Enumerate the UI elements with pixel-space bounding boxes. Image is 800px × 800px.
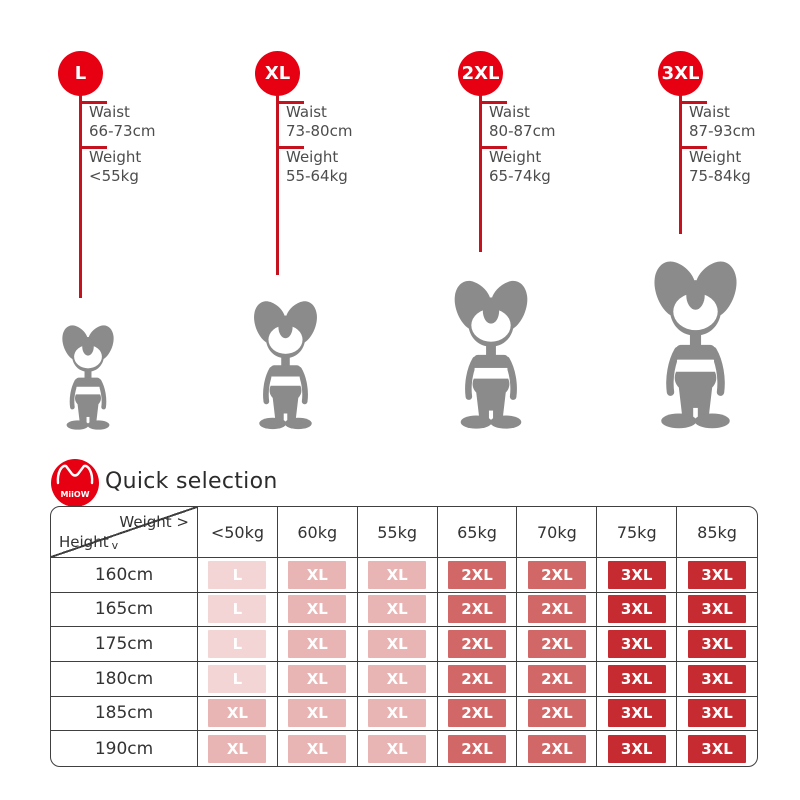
size-badge: 2XL xyxy=(528,595,586,623)
size-badge: 2XL xyxy=(528,699,586,727)
size-column-xl xyxy=(255,48,415,308)
size-selection-table xyxy=(50,506,758,767)
size-badge: XL xyxy=(368,595,426,623)
size-badge: 3XL xyxy=(688,699,746,727)
size-column-2xl xyxy=(458,48,618,308)
size-badge-circle: XL xyxy=(255,51,300,96)
size-cell xyxy=(198,558,278,593)
size-badge-circle: L xyxy=(58,51,103,96)
waist-measure xyxy=(689,103,755,141)
weight-label: Weight xyxy=(286,148,339,166)
waist-value: 66-73cm xyxy=(89,122,156,140)
size-badge: 2XL xyxy=(528,630,586,658)
waist-measure xyxy=(489,103,555,141)
weight-value: <55kg xyxy=(89,167,139,185)
size-badge: XL xyxy=(368,561,426,589)
weight-header-cell: 75kg xyxy=(597,507,677,558)
size-badge: XL xyxy=(208,699,266,727)
size-cell xyxy=(198,593,278,628)
size-column-l xyxy=(58,48,218,308)
size-badge: XL xyxy=(288,665,346,693)
size-cell xyxy=(597,627,677,662)
size-badge: 2XL xyxy=(448,735,506,763)
size-cell xyxy=(517,558,597,593)
height-axis-label: Height v xyxy=(59,533,119,552)
logo-wordmark: MiiOW xyxy=(60,490,90,499)
waist-label: Waist xyxy=(689,103,730,121)
size-badge: 3XL xyxy=(688,630,746,658)
size-cell xyxy=(517,697,597,732)
size-badge: L xyxy=(208,595,266,623)
waist-value: 73-80cm xyxy=(286,122,353,140)
quick-selection-title: Quick selection xyxy=(105,469,278,494)
size-cell xyxy=(438,697,518,732)
mascot-figure-l xyxy=(59,322,117,432)
mascot-figure-3xl xyxy=(649,256,742,432)
size-cell xyxy=(438,731,518,766)
size-cell xyxy=(597,558,677,593)
height-cell: 160cm xyxy=(51,558,198,593)
size-badge: 3XL xyxy=(608,665,666,693)
size-badge: 3XL xyxy=(608,561,666,589)
size-badge: 3XL xyxy=(608,630,666,658)
size-badge: 2XL xyxy=(448,665,506,693)
size-badge: 3XL xyxy=(688,595,746,623)
size-cell xyxy=(517,731,597,766)
waist-label: Waist xyxy=(489,103,530,121)
weight-axis-label: Weight > xyxy=(119,513,189,531)
size-cell xyxy=(358,593,438,628)
size-badge: XL xyxy=(368,630,426,658)
size-badge: L xyxy=(208,561,266,589)
cat-mascot-icon xyxy=(250,297,321,432)
height-cell: 185cm xyxy=(51,697,198,732)
size-badge: 3XL xyxy=(608,735,666,763)
size-badge: 3XL xyxy=(688,735,746,763)
size-badge-circle: 3XL xyxy=(658,51,703,96)
weight-header-cell: <50kg xyxy=(198,507,278,558)
size-cell xyxy=(677,593,757,628)
size-cell xyxy=(677,558,757,593)
table-corner-cell xyxy=(51,507,198,558)
size-badge: XL xyxy=(368,665,426,693)
size-cell xyxy=(517,627,597,662)
weight-label: Weight xyxy=(689,148,742,166)
weight-value: 55-64kg xyxy=(286,167,348,185)
weight-measure xyxy=(689,148,751,186)
size-badge: XL xyxy=(288,735,346,763)
size-cell xyxy=(677,627,757,662)
size-cell xyxy=(358,662,438,697)
size-cell xyxy=(358,558,438,593)
size-cell xyxy=(597,593,677,628)
mascot-figure-2xl xyxy=(450,276,532,432)
size-cell xyxy=(438,627,518,662)
size-badge: XL xyxy=(288,561,346,589)
cat-mascot-icon xyxy=(649,256,742,432)
waist-measure xyxy=(89,103,155,141)
size-cell xyxy=(677,662,757,697)
size-cell xyxy=(438,558,518,593)
size-badge: XL xyxy=(288,595,346,623)
size-badge: 2XL xyxy=(528,665,586,693)
weight-header-cell: 70kg xyxy=(517,507,597,558)
height-cell: 190cm xyxy=(51,731,198,766)
height-cell: 175cm xyxy=(51,627,198,662)
size-cell xyxy=(677,731,757,766)
waist-label: Waist xyxy=(286,103,327,121)
size-badge: 2XL xyxy=(448,630,506,658)
size-cell xyxy=(358,627,438,662)
size-badge-circle: 2XL xyxy=(458,51,503,96)
size-badge: 3XL xyxy=(688,665,746,693)
size-cell xyxy=(198,731,278,766)
size-cell xyxy=(278,662,358,697)
size-badge: XL xyxy=(288,699,346,727)
cat-mascot-icon xyxy=(450,276,532,432)
size-cell xyxy=(597,697,677,732)
size-cell xyxy=(278,593,358,628)
height-cell: 180cm xyxy=(51,662,198,697)
waist-value: 87-93cm xyxy=(689,122,756,140)
size-badge: XL xyxy=(368,699,426,727)
size-cell xyxy=(358,697,438,732)
size-cell xyxy=(597,662,677,697)
measure-line xyxy=(479,95,482,252)
size-badge: 3XL xyxy=(688,561,746,589)
weight-measure xyxy=(286,148,348,186)
weight-label: Weight xyxy=(89,148,142,166)
size-cell xyxy=(597,731,677,766)
weight-measure xyxy=(89,148,141,186)
size-cell xyxy=(677,697,757,732)
weight-header-cell: 65kg xyxy=(438,507,518,558)
size-badge: 2XL xyxy=(448,699,506,727)
waist-value: 80-87cm xyxy=(489,122,556,140)
size-cell xyxy=(438,662,518,697)
size-badge: XL xyxy=(368,735,426,763)
size-badge: 2XL xyxy=(448,561,506,589)
measure-line xyxy=(679,95,682,234)
size-badge: 2XL xyxy=(528,735,586,763)
size-badge: XL xyxy=(208,735,266,763)
size-cell xyxy=(278,627,358,662)
size-badge: XL xyxy=(288,630,346,658)
measure-line xyxy=(79,95,82,298)
size-cell xyxy=(358,731,438,766)
size-badge: L xyxy=(208,630,266,658)
logo-cat-icon xyxy=(50,458,100,508)
height-cell: 165cm xyxy=(51,593,198,628)
size-cell xyxy=(517,593,597,628)
size-cell xyxy=(198,697,278,732)
size-cell xyxy=(278,697,358,732)
waist-measure xyxy=(286,103,352,141)
measure-line xyxy=(276,95,279,275)
size-cell xyxy=(517,662,597,697)
weight-value: 65-74kg xyxy=(489,167,551,185)
size-badge: 3XL xyxy=(608,595,666,623)
size-cell xyxy=(278,558,358,593)
weight-header-cell: 60kg xyxy=(278,507,358,558)
size-badge: 2XL xyxy=(528,561,586,589)
weight-label: Weight xyxy=(489,148,542,166)
size-cell xyxy=(198,627,278,662)
size-cell xyxy=(278,731,358,766)
down-arrow-icon: v xyxy=(111,539,119,552)
size-cell xyxy=(438,593,518,628)
weight-header-cell: 85kg xyxy=(677,507,757,558)
size-cell xyxy=(198,662,278,697)
size-badge: 3XL xyxy=(608,699,666,727)
weight-value: 75-84kg xyxy=(689,167,751,185)
waist-label: Waist xyxy=(89,103,130,121)
weight-header-cell: 55kg xyxy=(358,507,438,558)
mascot-figure-xl xyxy=(250,297,321,432)
cat-mascot-icon xyxy=(59,322,117,432)
size-badge: 2XL xyxy=(448,595,506,623)
weight-measure xyxy=(489,148,551,186)
size-badge: L xyxy=(208,665,266,693)
miiow-logo xyxy=(50,458,100,508)
